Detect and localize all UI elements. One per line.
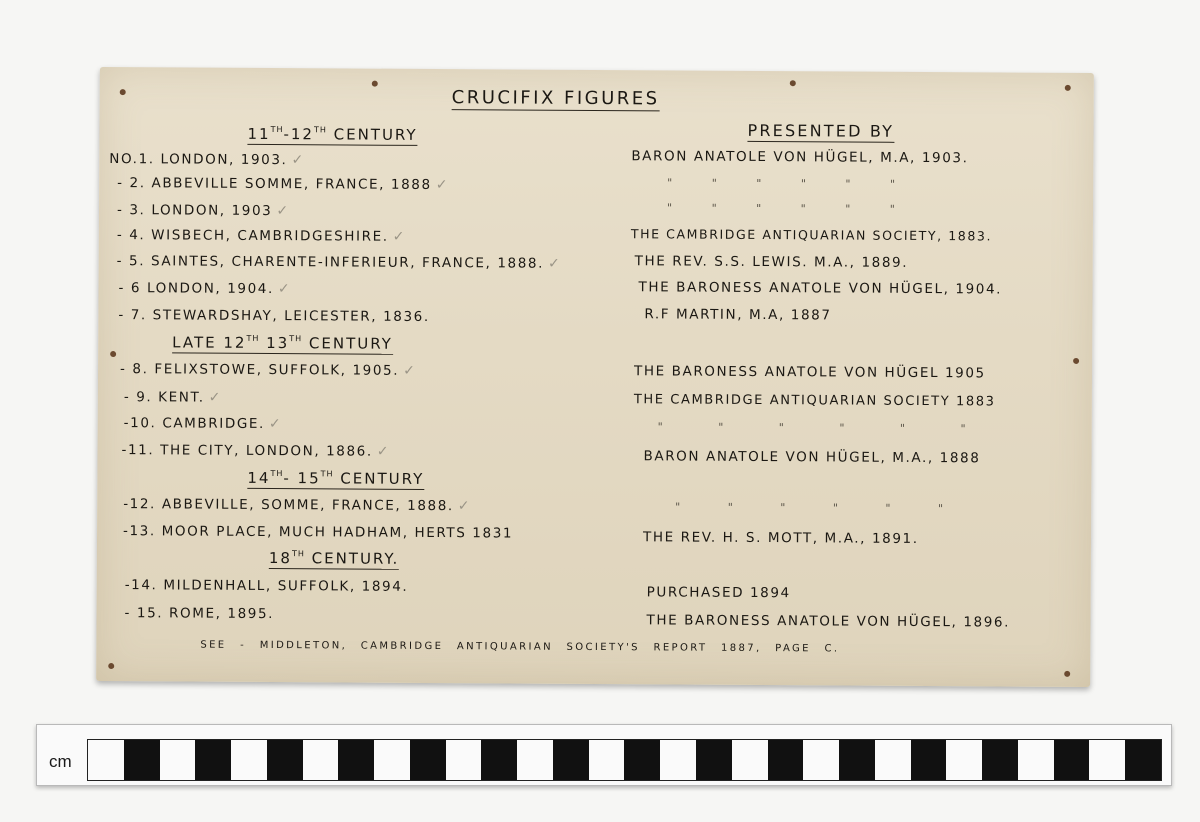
scale-segment: [839, 740, 875, 780]
scale-segment: [231, 740, 267, 780]
item-location: - 3. LONDON, 1903 ✓: [116, 202, 290, 220]
section-heading: 14TH- 15TH CENTURY: [247, 468, 425, 488]
pin-hole: [372, 81, 378, 87]
item-donor: THE CAMBRIDGE ANTIQUARIAN SOCIETY, 1883.: [630, 226, 993, 244]
section-heading: LATE 12TH 13TH CENTURY: [172, 333, 393, 353]
scale-segment: [446, 740, 482, 780]
scale-segment: [481, 740, 517, 780]
scale-segment: [1089, 740, 1125, 780]
scale-track: [87, 739, 1162, 781]
scale-segment: [374, 740, 410, 780]
check-mark-icon: ✓: [403, 362, 417, 379]
scale-segment: [517, 740, 553, 780]
section-heading: 11TH-12TH CENTURY: [247, 124, 418, 144]
item-donor: BARON ANATOLE VON HÜGEL, M.A., 1888: [643, 448, 981, 467]
scale-segment: [124, 740, 160, 780]
check-mark-icon: ✓: [457, 498, 472, 515]
item-donor: R.F MARTIN, M.A, 1887: [644, 306, 832, 324]
item-location: -12. ABBEVILLE, SOMME, FRANCE, 1888. ✓: [123, 496, 472, 515]
scale-segment: [1125, 740, 1161, 780]
item-location: - 7. STEWARDSHAY, LEICESTER, 1836.: [118, 307, 430, 325]
item-donor: " " " " " ": [667, 176, 896, 191]
item-location: -13. MOOR PLACE, MUCH HADHAM, HERTS 1831: [123, 523, 514, 542]
check-mark-icon: ✓: [376, 443, 391, 460]
check-mark-icon: ✓: [547, 255, 562, 272]
scale-segment: [803, 740, 839, 780]
item-location: - 15. ROME, 1895.: [124, 605, 275, 623]
check-mark-icon: ✓: [291, 152, 305, 169]
pin-hole: [108, 663, 114, 669]
museum-label-card: [96, 67, 1094, 687]
scale-segment: [982, 740, 1018, 780]
item-location: -10. CAMBRIDGE. ✓: [123, 415, 283, 433]
scale-segment: [553, 740, 589, 780]
check-mark-icon: ✓: [277, 281, 292, 298]
card-footer-reference: SEE - MIDDLETON, CAMBRIDGE ANTIQUARIAN SOCIETY'S REPORT 1887, PAGE C.: [200, 639, 840, 655]
scale-segment: [267, 740, 303, 780]
item-donor: THE REV. H. S. MOTT, M.A., 1891.: [642, 529, 919, 547]
pin-hole: [790, 80, 796, 86]
item-location: NO.1. LONDON, 1903. ✓: [109, 151, 305, 169]
presented-by-heading: PRESENTED BY: [747, 120, 895, 141]
item-location: -14. MILDENHALL, SUFFOLK, 1894.: [124, 577, 409, 595]
scale-segment: [946, 740, 982, 780]
section-heading: 18TH CENTURY.: [268, 549, 400, 568]
check-mark-icon: ✓: [268, 416, 283, 433]
scale-segment: [195, 740, 231, 780]
scale-unit-label: cm: [49, 752, 72, 771]
scale-segment: [410, 740, 446, 780]
scale-segment: [732, 740, 768, 780]
item-donor: PURCHASED 1894: [646, 584, 791, 602]
scale-segment: [768, 740, 804, 780]
scale-segment: [875, 740, 911, 780]
item-location: - 5. SAINTES, CHARENTE-INFERIEUR, FRANCE, 1888. ✓: [116, 253, 562, 272]
item-donor: " " " " " ": [675, 500, 944, 516]
scale-segment: [338, 740, 374, 780]
item-donor: " " " " " ": [666, 201, 895, 216]
check-mark-icon: ✓: [208, 389, 223, 406]
item-donor: THE REV. S.S. LEWIS. M.A., 1889.: [634, 253, 909, 271]
pin-hole: [120, 89, 126, 95]
item-location: - 8. FELIXSTOWE, SUFFOLK, 1905. ✓: [119, 361, 417, 379]
item-donor: THE BARONESS ANATOLE VON HÜGEL, 1896.: [646, 612, 1011, 631]
scale-segment: [160, 740, 196, 780]
item-location: - 4. WISBECH, CAMBRIDGESHIRE. ✓: [116, 227, 407, 245]
scale-segment: [624, 740, 660, 780]
item-donor: " " " " " ": [657, 420, 966, 436]
item-location: -11. THE CITY, LONDON, 1886. ✓: [121, 442, 391, 460]
pin-hole: [1065, 85, 1071, 91]
pin-hole: [1064, 671, 1070, 677]
item-location: - 6 LONDON, 1904. ✓: [118, 280, 292, 298]
scale-segment: [88, 740, 124, 780]
scale-segment: [303, 740, 339, 780]
check-mark-icon: ✓: [276, 203, 290, 220]
item-donor: THE CAMBRIDGE ANTIQUARIAN SOCIETY 1883: [633, 392, 996, 410]
scale-segment: [1054, 740, 1090, 780]
item-donor: THE BARONESS ANATOLE VON HÜGEL 1905: [633, 363, 986, 382]
check-mark-icon: ✓: [392, 228, 407, 245]
item-donor: BARON ANATOLE VON HÜGEL, M.A, 1903.: [631, 148, 969, 167]
scale-segment: [911, 740, 947, 780]
item-location: - 9. KENT. ✓: [123, 389, 223, 406]
scale-segment: [696, 740, 732, 780]
item-location: - 2. ABBEVILLE SOMME, FRANCE, 1888 ✓: [117, 175, 450, 194]
check-mark-icon: ✓: [435, 177, 450, 194]
scale-segment: [1018, 740, 1054, 780]
cm-scale-bar: [36, 724, 1172, 786]
pin-hole: [110, 351, 116, 357]
pin-hole: [1073, 358, 1079, 364]
scale-segment: [589, 740, 625, 780]
card-title: CRUCIFIX FIGURES: [451, 87, 660, 110]
item-donor: THE BARONESS ANATOLE VON HÜGEL, 1904.: [638, 279, 1003, 298]
scale-segment: [660, 740, 696, 780]
